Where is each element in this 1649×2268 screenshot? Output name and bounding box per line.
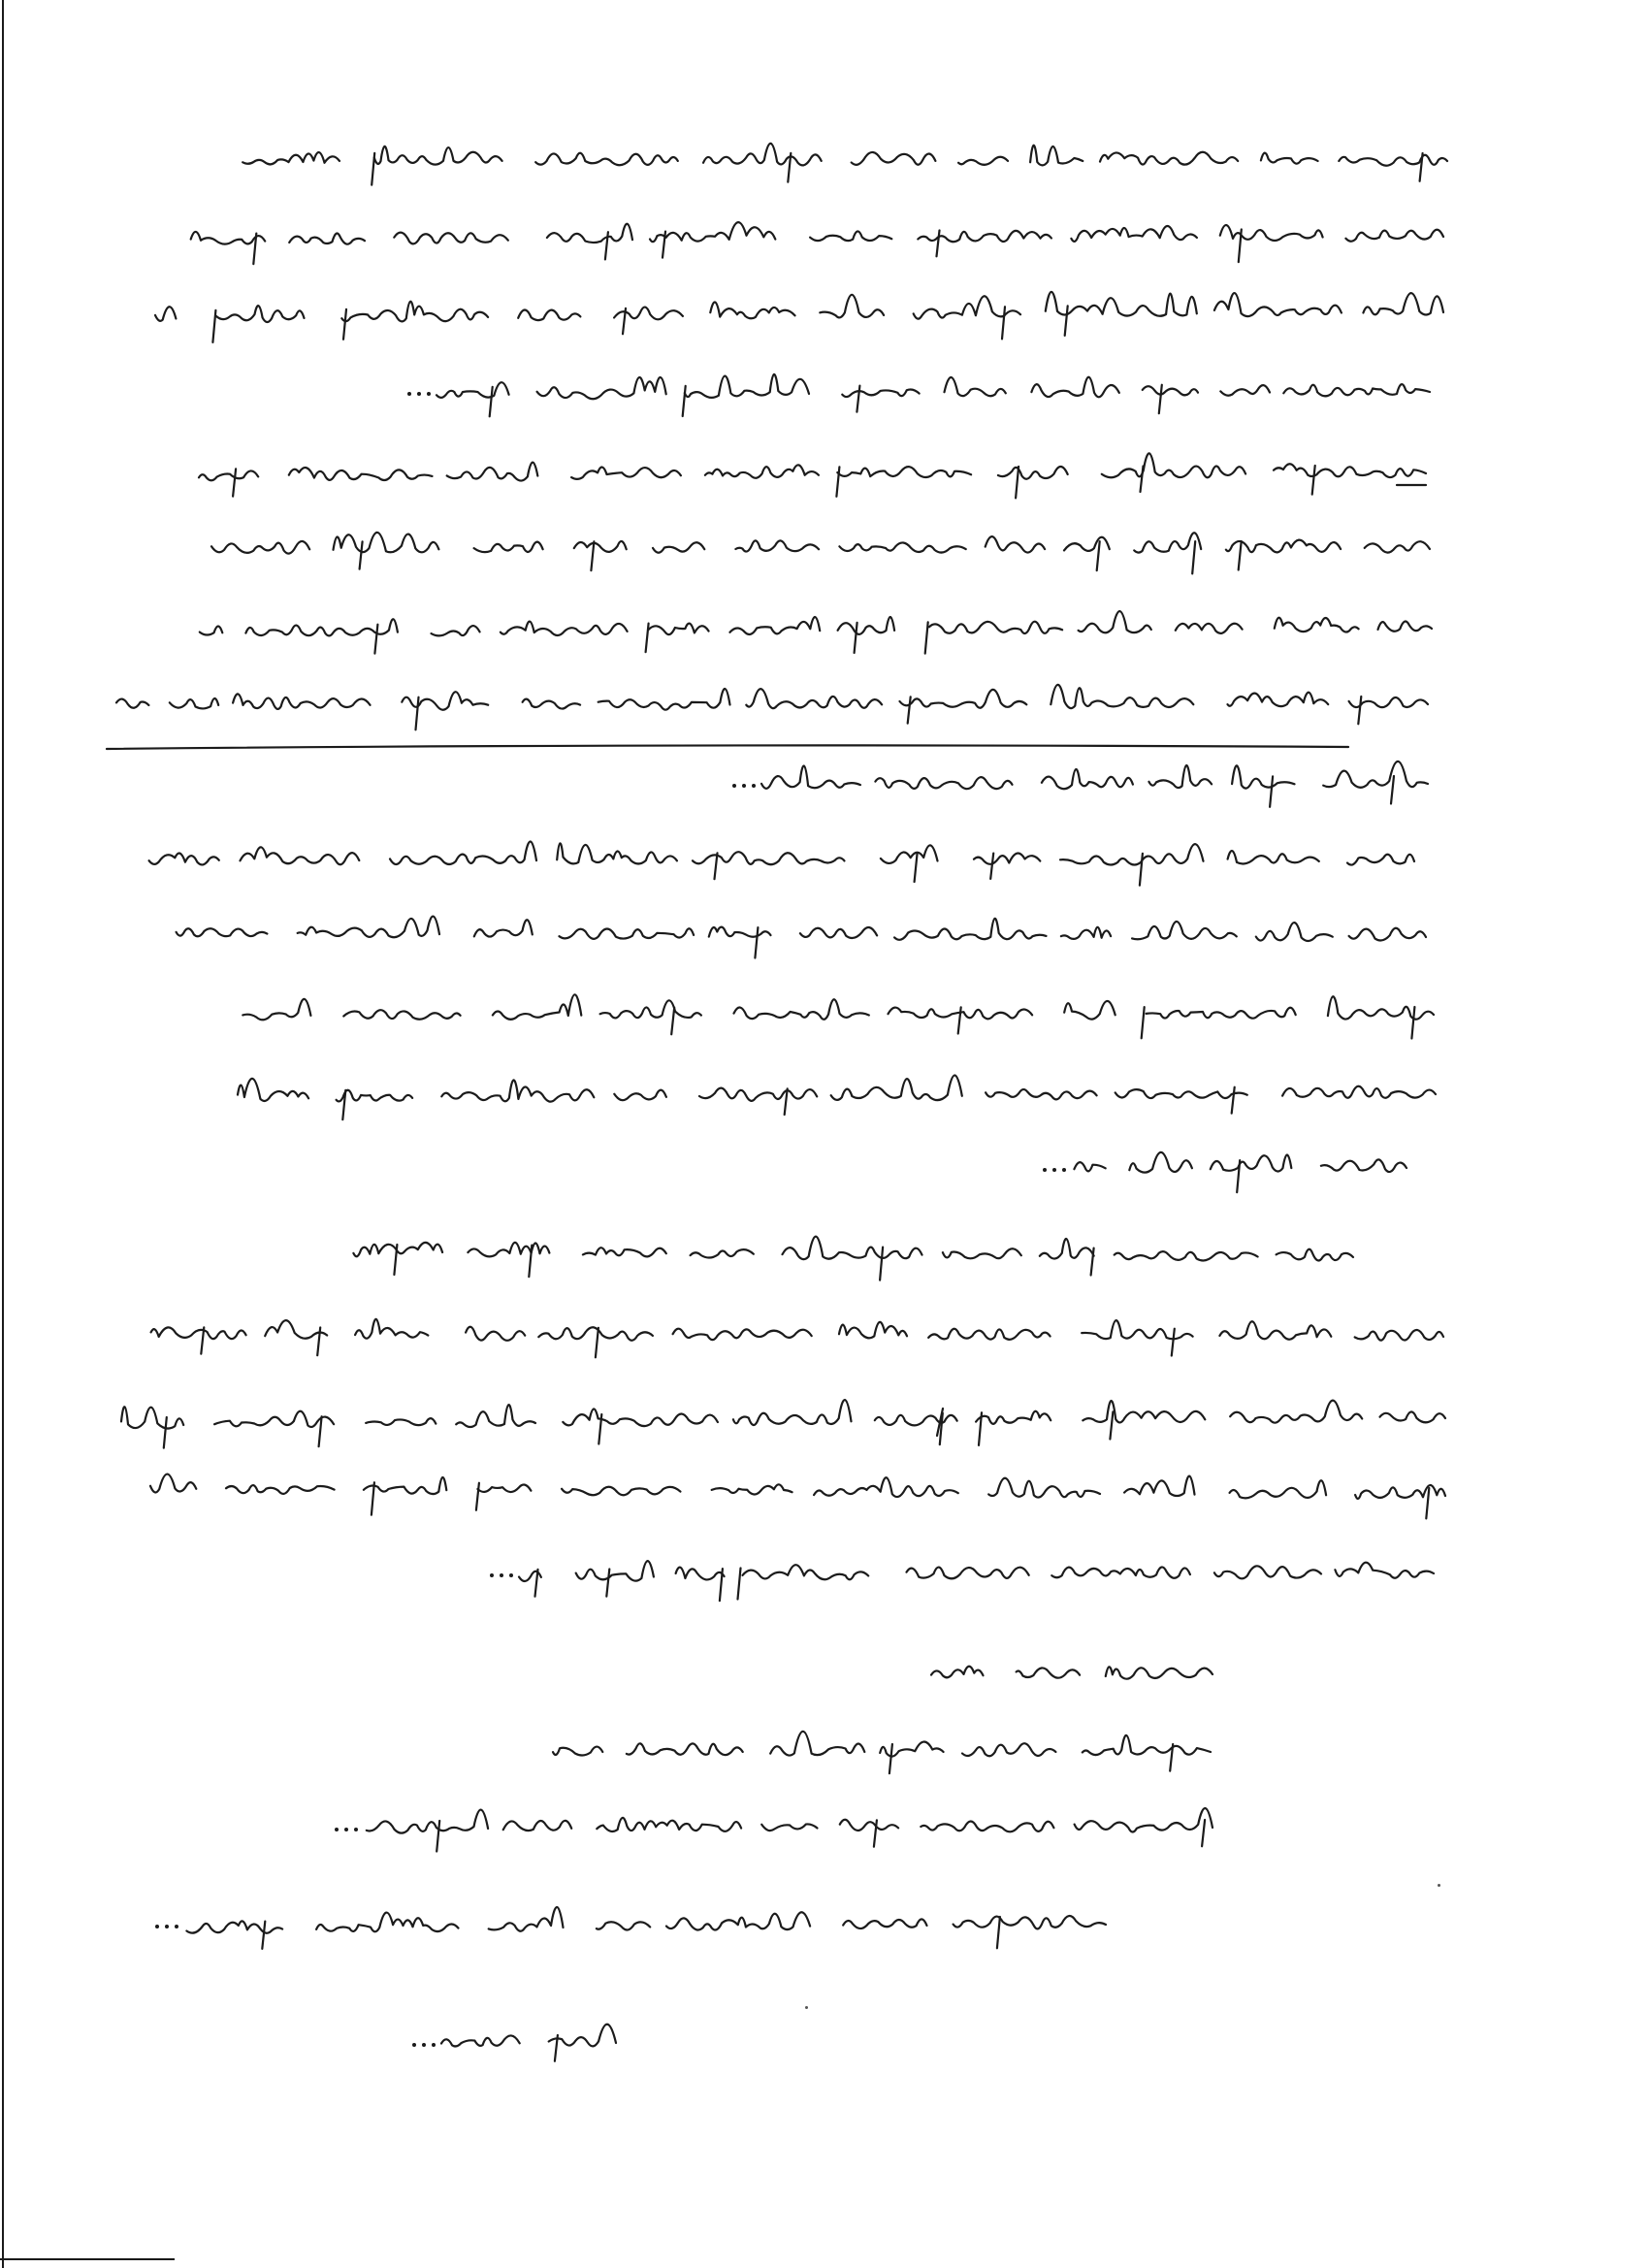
ink-word <box>1115 1251 1258 1260</box>
ink-word <box>1132 922 1237 939</box>
ink-word <box>1214 1566 1321 1578</box>
ink-word <box>743 1565 869 1579</box>
ink-word <box>597 1922 650 1929</box>
ink-dot <box>742 784 746 788</box>
ink-dot <box>1043 1168 1047 1172</box>
ink-stroke <box>646 624 649 653</box>
ink-dot <box>752 784 756 788</box>
ink-word <box>842 389 919 397</box>
ink-word <box>894 919 1046 940</box>
ink-word <box>576 1561 654 1581</box>
ink-word <box>761 766 860 789</box>
ink-word <box>200 627 223 635</box>
ink-word <box>1074 1162 1105 1171</box>
ink-word <box>1220 385 1270 396</box>
ink-word <box>583 1247 666 1256</box>
ink-word <box>1102 453 1245 477</box>
ink-word <box>962 1743 1055 1756</box>
ink-dot <box>344 1828 348 1831</box>
ink-word <box>676 1568 725 1580</box>
ink-stroke <box>1312 466 1315 495</box>
ink-word <box>501 622 628 635</box>
ink-stroke <box>997 1917 1000 1948</box>
ink-word <box>211 541 309 554</box>
ink-word <box>1147 1008 1296 1019</box>
ink-word <box>1064 1001 1116 1020</box>
ink-word <box>289 468 433 480</box>
ink-word <box>549 2025 616 2047</box>
ink-word <box>770 1732 864 1756</box>
ink-stroke <box>855 623 857 653</box>
ink-stroke <box>490 387 493 417</box>
ink-word <box>986 1089 1097 1099</box>
ink-word <box>503 1821 572 1831</box>
ink-stroke <box>262 1922 265 1949</box>
ink-word <box>1051 685 1193 708</box>
ink-word <box>1079 611 1151 632</box>
ink-stroke <box>374 625 377 654</box>
ink-word <box>441 2035 520 2046</box>
ink-word <box>907 1568 1029 1579</box>
ink-word <box>820 295 884 318</box>
ink-stroke <box>1141 467 1144 493</box>
ink-word <box>186 1921 282 1932</box>
ink-dot <box>407 392 411 396</box>
ink-stroke <box>889 1744 892 1773</box>
ink-word <box>705 465 819 477</box>
ink-stroke <box>908 697 911 723</box>
ink-word <box>242 152 340 164</box>
ink-stroke <box>958 1007 961 1033</box>
ink-stroke <box>591 541 594 570</box>
ink-word <box>1365 541 1430 552</box>
ink-word <box>843 1919 926 1928</box>
ink-stroke <box>1110 1411 1113 1439</box>
ink-stroke <box>1426 1488 1429 1518</box>
ink-word <box>649 624 709 634</box>
ink-word <box>699 1088 817 1101</box>
ink-word <box>931 1667 984 1678</box>
ink-dot <box>175 1925 178 1928</box>
ink-word <box>943 1248 1021 1258</box>
ink-stroke <box>164 1417 167 1448</box>
ink-word <box>456 1405 535 1427</box>
ink-word <box>366 1418 436 1425</box>
ink-word <box>1031 377 1118 398</box>
ink-word <box>1040 1239 1094 1259</box>
ink-word <box>1017 1668 1081 1677</box>
ink-stroke <box>1237 1160 1240 1192</box>
ink-word <box>710 302 794 318</box>
ink-stroke <box>1239 230 1242 263</box>
ink-stroke <box>1097 541 1100 570</box>
ink-word <box>900 690 1027 708</box>
ink-stroke <box>1239 541 1242 570</box>
ink-word <box>1275 618 1359 632</box>
ink-word <box>571 468 681 479</box>
ink-word <box>954 1916 1106 1928</box>
ink-word <box>553 1747 602 1756</box>
ink-dot <box>732 784 736 788</box>
ink-word <box>881 845 938 863</box>
ink-word <box>1060 844 1204 864</box>
ink-word <box>685 374 809 398</box>
ink-word <box>233 694 370 709</box>
ink-stroke <box>683 386 686 416</box>
ink-word <box>355 1319 428 1339</box>
ink-word <box>839 542 965 552</box>
ink-word <box>1116 1089 1247 1098</box>
ink-word <box>1226 540 1341 553</box>
ink-word <box>761 1824 817 1831</box>
ink-word <box>709 927 771 937</box>
ink-stroke <box>212 310 215 342</box>
ink-word <box>1335 1563 1434 1578</box>
ink-word <box>597 1818 741 1831</box>
ink-word <box>155 307 176 321</box>
ink-word <box>974 854 1040 864</box>
ink-stroke <box>836 467 839 497</box>
ink-word <box>214 1411 334 1427</box>
ink-word <box>746 689 882 708</box>
ink-stroke <box>738 1569 741 1600</box>
ink-word <box>735 540 819 551</box>
ink-word <box>1274 464 1426 477</box>
ink-dot <box>412 2043 416 2047</box>
ink-word <box>374 146 502 165</box>
ink-stroke <box>233 469 236 496</box>
ink-word <box>199 470 258 480</box>
ink-word <box>343 1010 460 1020</box>
ink-word <box>598 689 730 710</box>
ink-word <box>170 698 218 708</box>
ink-word <box>316 1913 458 1932</box>
ink-word <box>976 1411 1051 1424</box>
ink-word <box>1148 765 1212 788</box>
ink-word <box>1214 293 1342 316</box>
ink-word <box>986 536 1045 552</box>
ink-stroke <box>1016 467 1018 498</box>
ink-dot <box>155 1925 159 1928</box>
ink-word <box>191 232 266 244</box>
ink-word <box>1124 1476 1194 1496</box>
ink-word <box>238 1079 308 1101</box>
ink-word <box>1064 537 1110 551</box>
ink-stroke <box>715 853 718 879</box>
ink-word <box>666 1912 810 1929</box>
ink-word <box>1228 693 1329 706</box>
ink-word <box>627 1743 743 1755</box>
ink-word <box>337 1090 413 1102</box>
ink-word <box>1347 855 1414 865</box>
ink-word <box>1075 1808 1212 1831</box>
ink-word <box>226 1485 335 1494</box>
ink-word <box>535 153 678 166</box>
ink-word <box>1083 1735 1211 1755</box>
ink-word <box>1176 624 1243 633</box>
ink-word <box>1129 1152 1192 1173</box>
ink-dot <box>500 1573 503 1577</box>
ink-dot <box>422 2043 426 2047</box>
ink-word <box>1282 1086 1436 1098</box>
ink-stroke <box>1411 1007 1414 1039</box>
ink-dot <box>490 1573 494 1577</box>
ink-word <box>734 999 869 1020</box>
ink-word <box>474 920 533 936</box>
ink-word <box>653 542 704 553</box>
ink-stroke <box>1172 1329 1175 1356</box>
ink-word <box>151 1327 246 1339</box>
ink-word <box>216 306 305 322</box>
ink-word <box>537 377 666 399</box>
ink-word <box>177 928 268 936</box>
ink-word <box>1228 851 1319 863</box>
ink-word <box>538 1327 653 1340</box>
ink-stroke <box>343 309 346 340</box>
ink-word <box>1071 226 1197 242</box>
ink-word <box>1355 1330 1443 1341</box>
ink-word <box>733 1400 852 1425</box>
ink-word <box>468 1243 549 1257</box>
ink-word <box>116 699 148 708</box>
ink-word <box>493 994 581 1020</box>
ink-dot <box>354 1828 358 1831</box>
ink-word <box>241 847 360 864</box>
ink-stroke <box>596 1328 598 1357</box>
ink-word <box>712 1484 792 1494</box>
ink-dot <box>432 2043 436 2047</box>
ink-word <box>1355 1485 1445 1499</box>
ink-word <box>1378 622 1433 632</box>
ink-word <box>1277 1249 1353 1261</box>
ink-stroke <box>1232 1087 1235 1114</box>
ink-word <box>432 626 480 635</box>
ink-word <box>921 1821 1053 1831</box>
ink-word <box>341 302 488 322</box>
ink-word <box>150 1474 196 1493</box>
ink-word <box>441 1080 594 1101</box>
ink-word <box>1083 1401 1205 1422</box>
ink-word <box>1283 384 1430 396</box>
ink-dot <box>165 1925 169 1928</box>
ink-stroke <box>1270 776 1273 807</box>
ink-word <box>466 1327 525 1341</box>
ink-word <box>149 854 219 865</box>
ink-word <box>730 617 821 634</box>
ink-word <box>800 927 877 938</box>
ink-word <box>477 1485 531 1493</box>
ink-word <box>242 999 310 1020</box>
ink-stroke <box>416 697 419 730</box>
ink-word <box>557 843 677 863</box>
ink-stroke <box>755 927 758 957</box>
ink-word <box>875 777 1012 789</box>
ink-word <box>447 463 538 481</box>
ink-stroke <box>1142 1007 1145 1038</box>
ink-word <box>489 1907 564 1931</box>
ink-word <box>1042 769 1133 789</box>
ink-word <box>988 1478 1100 1498</box>
ink-stroke <box>857 386 859 412</box>
ink-word <box>289 234 365 244</box>
ink-stroke <box>372 153 374 185</box>
ink-word <box>1100 152 1238 165</box>
ink-layer <box>107 144 1447 2061</box>
ink-word <box>831 1075 962 1100</box>
ink-word <box>245 619 398 635</box>
ink-word <box>265 1320 327 1339</box>
ink-word <box>1232 765 1294 788</box>
ink-word <box>1345 230 1443 242</box>
ink-word <box>810 231 891 241</box>
ink-dot <box>417 392 421 396</box>
ink-word <box>783 1237 922 1259</box>
ink-stroke <box>1159 385 1162 414</box>
ink-word <box>334 533 439 552</box>
ink-word <box>574 541 627 552</box>
ink-word <box>298 917 439 938</box>
ink-stroke <box>1140 854 1143 886</box>
ink-word <box>998 467 1068 479</box>
ink-stroke <box>1002 307 1005 339</box>
ink-word <box>1219 1321 1331 1339</box>
ink-word <box>1046 292 1197 316</box>
ink-word <box>1230 1480 1327 1498</box>
ink-word <box>394 233 508 244</box>
ink-word <box>1230 1401 1362 1423</box>
ink-word <box>402 692 488 710</box>
ink-dot <box>1052 1168 1056 1172</box>
ink-word <box>838 617 895 634</box>
ink-word <box>518 310 580 321</box>
ink-word <box>875 1415 957 1426</box>
ink-stroke <box>671 1008 674 1035</box>
ink-word <box>560 928 695 939</box>
ink-word <box>1211 1155 1292 1172</box>
ink-stroke <box>925 622 928 653</box>
ink-word <box>1082 1320 1192 1339</box>
ink-stroke <box>937 231 940 257</box>
ink-word <box>837 467 971 477</box>
ink-word <box>1256 923 1333 941</box>
ink-stroke <box>605 232 608 259</box>
ink-stroke <box>1192 541 1195 573</box>
ink-stroke <box>1202 1820 1205 1846</box>
ink-word <box>600 1000 701 1018</box>
ink-word <box>703 144 822 166</box>
ink-word <box>852 152 936 165</box>
ink-stroke <box>915 854 918 883</box>
ink-word <box>436 382 509 398</box>
ink-word <box>1030 146 1083 166</box>
ink-word <box>945 377 1006 396</box>
ink-word <box>691 1249 754 1257</box>
ink-dot <box>335 1828 339 1831</box>
ink-word <box>367 1810 488 1833</box>
ink-stroke <box>535 1570 538 1597</box>
ink-dot <box>1062 1168 1066 1172</box>
ink-word <box>839 1322 907 1338</box>
ink-dot <box>509 1573 513 1577</box>
ink-strikethrough <box>107 745 1348 749</box>
ink-word <box>1323 761 1428 788</box>
ink-word <box>562 1487 680 1496</box>
ink-word <box>1328 996 1434 1019</box>
ink-word <box>673 1329 812 1340</box>
ink-word <box>563 1409 718 1426</box>
ink-stroke <box>201 1327 204 1353</box>
ink-stroke <box>436 1821 439 1852</box>
ink-word <box>1134 533 1201 552</box>
ink-stroke <box>990 854 993 879</box>
ink-word <box>1143 386 1198 395</box>
ink-word <box>1106 1667 1212 1678</box>
ink-word <box>1363 293 1443 314</box>
ink-word <box>364 1477 446 1494</box>
ink-word <box>650 222 775 242</box>
ink-word <box>523 699 581 709</box>
ink-stroke <box>476 1483 479 1510</box>
ink-stroke <box>372 1482 374 1515</box>
ink-word <box>547 224 632 243</box>
ink-word <box>958 157 1008 165</box>
ink-word <box>121 1407 183 1428</box>
ink-word <box>880 1742 943 1757</box>
ink-word <box>1321 1159 1406 1172</box>
ink-word <box>390 841 536 863</box>
ink-word <box>474 542 543 553</box>
ink-word <box>814 1477 958 1497</box>
ink-stroke <box>606 1570 609 1597</box>
ink-word <box>929 622 1062 633</box>
ink-word <box>1339 155 1447 166</box>
ink-word <box>1380 1411 1446 1422</box>
ink-word <box>928 1329 1050 1340</box>
ink-word <box>1061 927 1111 939</box>
ink-stroke <box>360 541 363 568</box>
ink-stroke <box>1358 697 1361 724</box>
ink-stroke <box>1420 153 1423 181</box>
ink-word <box>1220 225 1323 241</box>
ink-word <box>1349 928 1426 941</box>
ink-word <box>840 1820 898 1831</box>
ink-stroke <box>880 1247 883 1280</box>
ink-word <box>1051 1567 1190 1577</box>
ink-word <box>1261 153 1318 164</box>
ink-stroke <box>1391 776 1394 804</box>
ink-dot <box>427 392 431 396</box>
ink-stroke <box>1065 306 1068 336</box>
ink-word <box>614 1090 666 1101</box>
